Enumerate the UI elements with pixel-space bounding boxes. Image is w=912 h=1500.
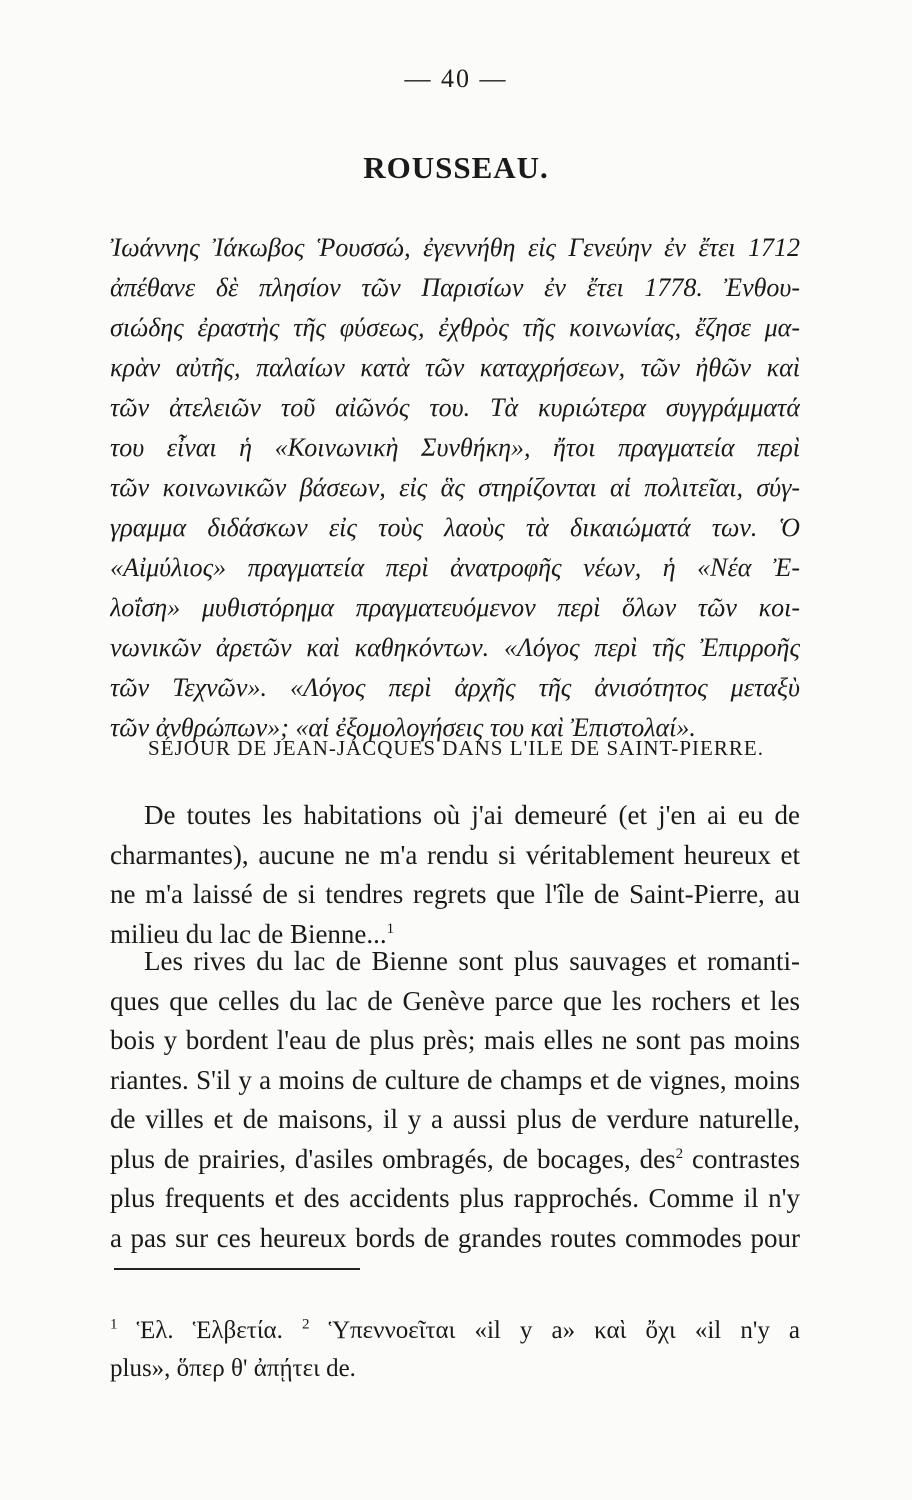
text-line <box>110 1140 800 1180</box>
footnote-ref-1: 1 <box>386 920 395 937</box>
footnote-divider <box>114 1268 360 1270</box>
paragraph-1 <box>110 796 800 954</box>
greek-line: γραμμα διδάσκων εἰς τοὺς λαοὺς τὰ δικαιώματά των. Ὁ <box>110 513 800 542</box>
text-fragment: milieu du lac de Bienne... <box>110 918 387 949</box>
footnote-text-2: Ὑπεννοεῖται «il y a» καὶ ὄχι «il n'y a <box>309 1317 800 1344</box>
text-line: bois y bordent l'eau de plus près; mais elles ne sont pas moins <box>110 1025 800 1055</box>
text-line: de villes et de maisons, il y a aussi plus de verdure naturelle, <box>110 1104 800 1134</box>
greek-line: κρὰν αὐτῆς, παλαίων κατὰ τῶν καταχρήσεων, τῶν ἠθῶν καὶ <box>110 353 800 382</box>
text-fragment: plus de prairies, d'asiles ombragés, de bocages, des <box>110 1143 676 1174</box>
text-line: plus frequents et des accidents plus rapprochés. Comme il n'y <box>110 1183 800 1213</box>
text-line: charmantes), aucune ne m'a rendu si véritablement heureux et <box>110 839 800 870</box>
chapter-heading: ROUSSEAU. <box>363 150 549 185</box>
text-line: De toutes les habitations où j'ai demeuré (et j'en ai eu de <box>144 800 800 830</box>
greek-line: του εἶναι ἡ «Κοινωνικὴ Συνθήκη», ἤτοι πραγματεία περὶ <box>110 433 800 462</box>
greek-line: «Αἰμύλιος» πραγματεία περὶ ἀνατροφῆς νέων, ἡ «Νέα Ἐ- <box>110 553 800 582</box>
footnote-ref-2: 2 <box>675 1145 684 1162</box>
text-fragment: contrastes <box>683 1143 800 1174</box>
greek-line: σιώδης ἐραστὴς τῆς φύσεως, ἐχθρὸς τῆς κοινωνίας, ἔζησε μα- <box>110 313 800 342</box>
footnote-line <box>110 1312 800 1350</box>
footnote-line: plus», ὅπερ θ' ἀπῄτει de. <box>110 1355 356 1382</box>
greek-line: τῶν ἀνθρώπων»; «αἱ ἐξομολογήσεις του καὶ Ἐπιστολαί». <box>110 713 696 742</box>
paragraph-2 <box>110 942 800 1258</box>
text-line: a pas sur ces heureux bords de grandes routes commodes pour <box>110 1222 800 1253</box>
text-line: ne m'a laissé de si tendres regrets que l'île de Saint-Pierre, au <box>110 879 800 909</box>
greek-line: Ἰωάννης Ἰάκωβος Ῥουσσώ, ἐγεννήθη εἰς Γενεύην ἐν ἔτει 1712 <box>110 233 800 262</box>
section-title: SÉJOUR DE JEAN-JACQUES DANS L'ILE DE SAINT-PIERRE. <box>148 736 764 760</box>
footnotes <box>110 1312 800 1388</box>
footnote-text-1: Ἑλ. Ἑλβετία. <box>117 1317 302 1344</box>
greek-line: λοΐση» μυθιστόρημα πραγματευόμενον περὶ ὅλων τῶν κοι- <box>110 593 800 622</box>
page-number: — 40 — <box>404 64 508 93</box>
greek-biography <box>110 228 800 748</box>
text-line: riantes. S'il y a moins de culture de champs et de vignes, moins <box>110 1064 800 1095</box>
footnote-number-1: 1 <box>110 1316 118 1333</box>
greek-line: ἀπέθανε δὲ πλησίον τῶν Παρισίων ἐν ἔτει 1778. Ἐνθου- <box>110 273 800 302</box>
footnote-number-2: 2 <box>301 1316 310 1333</box>
text-line: Les rives du lac de Bienne sont plus sauvages et romanti- <box>144 946 800 976</box>
greek-line: νωνικῶν ἀρετῶν καὶ καθηκόντων. «Λόγος περὶ τῆς Ἐπιρροῆς <box>110 633 800 662</box>
greek-line: τῶν Τεχνῶν». «Λόγος περὶ ἀρχῆς τῆς ἀνισότητος μεταξὺ <box>110 673 800 702</box>
text-line: ques que celles du lac de Genève parce que les rochers et les <box>110 985 800 1016</box>
greek-line: τῶν ἀτελειῶν τοῦ αἰῶνός του. Τὰ κυριώτερα συγγράμματά <box>110 393 800 422</box>
greek-line: τῶν κοινωνικῶν βάσεων, εἰς ἃς στηρίζονται αἱ πολιτεῖαι, σύγ- <box>110 473 800 502</box>
